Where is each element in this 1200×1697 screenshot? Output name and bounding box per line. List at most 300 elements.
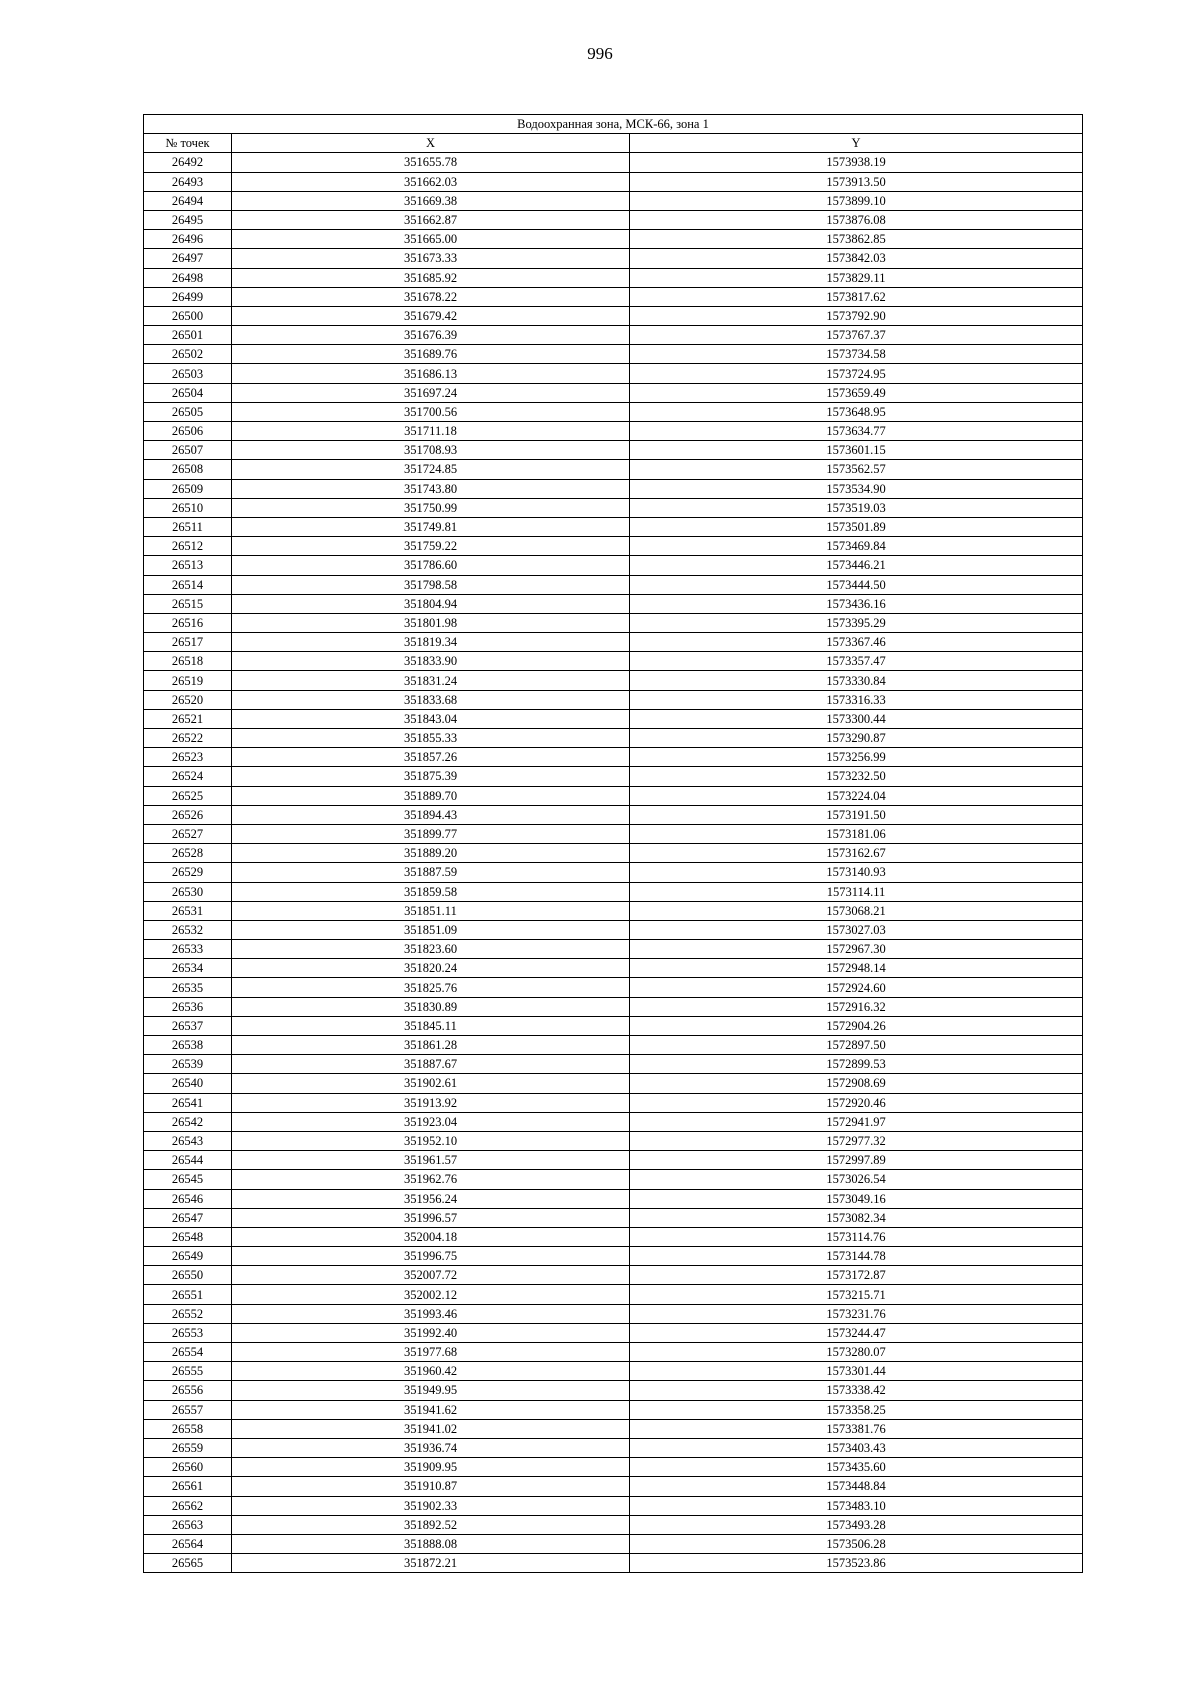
cell-y: 1572977.32 (630, 1131, 1083, 1150)
table-row (144, 210, 1083, 229)
cell-y: 1573899.10 (630, 191, 1083, 210)
cell-y: 1573181.06 (630, 824, 1083, 843)
cell-point-number: 26533 (144, 940, 232, 959)
cell-point-number: 26492 (144, 153, 232, 172)
table-row (144, 1227, 1083, 1246)
cell-y: 1573648.95 (630, 402, 1083, 421)
cell-y: 1572941.97 (630, 1112, 1083, 1131)
cell-point-number: 26562 (144, 1496, 232, 1515)
cell-point-number: 26537 (144, 1016, 232, 1035)
cell-y: 1572899.53 (630, 1055, 1083, 1074)
cell-point-number: 26507 (144, 441, 232, 460)
cell-point-number: 26541 (144, 1093, 232, 1112)
cell-point-number: 26555 (144, 1362, 232, 1381)
cell-point-number: 26523 (144, 748, 232, 767)
cell-point-number: 26518 (144, 652, 232, 671)
cell-point-number: 26516 (144, 613, 232, 632)
cell-point-number: 26559 (144, 1438, 232, 1457)
table-row (144, 1016, 1083, 1035)
cell-y: 1573659.49 (630, 383, 1083, 402)
table-row (144, 1458, 1083, 1477)
cell-y: 1573224.04 (630, 786, 1083, 805)
cell-point-number: 26528 (144, 844, 232, 863)
cell-x: 351902.61 (232, 1074, 630, 1093)
cell-y: 1573290.87 (630, 729, 1083, 748)
cell-point-number: 26505 (144, 402, 232, 421)
cell-y: 1573842.03 (630, 249, 1083, 268)
cell-x: 351678.22 (232, 287, 630, 306)
cell-y: 1572967.30 (630, 940, 1083, 959)
cell-point-number: 26525 (144, 786, 232, 805)
cell-x: 351700.56 (232, 402, 630, 421)
cell-x: 351857.26 (232, 748, 630, 767)
cell-x: 351665.00 (232, 230, 630, 249)
cell-y: 1573027.03 (630, 920, 1083, 939)
cell-y: 1573330.84 (630, 671, 1083, 690)
cell-x: 351686.13 (232, 364, 630, 383)
cell-x: 351708.93 (232, 441, 630, 460)
table-row (144, 613, 1083, 632)
cell-point-number: 26493 (144, 172, 232, 191)
cell-x: 351872.21 (232, 1554, 630, 1573)
table-header-row (144, 134, 1083, 153)
cell-y: 1573162.67 (630, 844, 1083, 863)
cell-point-number: 26543 (144, 1131, 232, 1150)
cell-y: 1573300.44 (630, 709, 1083, 728)
cell-point-number: 26511 (144, 517, 232, 536)
table-row (144, 824, 1083, 843)
cell-y: 1573114.11 (630, 882, 1083, 901)
table-row (144, 1151, 1083, 1170)
cell-point-number: 26500 (144, 306, 232, 325)
cell-point-number: 26536 (144, 997, 232, 1016)
cell-x: 351910.87 (232, 1477, 630, 1496)
cell-x: 351962.76 (232, 1170, 630, 1189)
table-row (144, 191, 1083, 210)
cell-x: 351833.90 (232, 652, 630, 671)
page-number: 996 (587, 44, 613, 63)
cell-x: 351820.24 (232, 959, 630, 978)
cell-point-number: 26548 (144, 1227, 232, 1246)
cell-point-number: 26515 (144, 594, 232, 613)
cell-y: 1573435.60 (630, 1458, 1083, 1477)
table-row (144, 537, 1083, 556)
cell-x: 351711.18 (232, 422, 630, 441)
table-row (144, 498, 1083, 517)
cell-point-number: 26560 (144, 1458, 232, 1477)
cell-point-number: 26542 (144, 1112, 232, 1131)
cell-x: 351750.99 (232, 498, 630, 517)
cell-x: 351894.43 (232, 805, 630, 824)
cell-x: 351851.11 (232, 901, 630, 920)
table-row (144, 230, 1083, 249)
table-row (144, 767, 1083, 786)
cell-point-number: 26558 (144, 1419, 232, 1438)
cell-x: 351830.89 (232, 997, 630, 1016)
cell-point-number: 26513 (144, 556, 232, 575)
cell-point-number: 26561 (144, 1477, 232, 1496)
cell-y: 1573301.44 (630, 1362, 1083, 1381)
cell-x: 352004.18 (232, 1227, 630, 1246)
cell-y: 1573256.99 (630, 748, 1083, 767)
cell-y: 1573493.28 (630, 1515, 1083, 1534)
table-row (144, 729, 1083, 748)
table-row (144, 1055, 1083, 1074)
cell-y: 1572997.89 (630, 1151, 1083, 1170)
cell-y: 1573444.50 (630, 575, 1083, 594)
table-row (144, 287, 1083, 306)
table-body (144, 153, 1083, 1573)
table-row (144, 709, 1083, 728)
cell-x: 351993.46 (232, 1304, 630, 1323)
cell-point-number: 26532 (144, 920, 232, 939)
table-row (144, 172, 1083, 191)
cell-point-number: 26517 (144, 633, 232, 652)
table-row (144, 997, 1083, 1016)
cell-x: 351804.94 (232, 594, 630, 613)
table-row (144, 1112, 1083, 1131)
cell-y: 1573231.76 (630, 1304, 1083, 1323)
cell-x: 351861.28 (232, 1036, 630, 1055)
cell-y: 1573395.29 (630, 613, 1083, 632)
cell-y: 1573244.47 (630, 1323, 1083, 1342)
table-row (144, 268, 1083, 287)
table-row (144, 959, 1083, 978)
cell-x: 351833.68 (232, 690, 630, 709)
cell-x: 351851.09 (232, 920, 630, 939)
cell-y: 1573483.10 (630, 1496, 1083, 1515)
cell-x: 351743.80 (232, 479, 630, 498)
table-row (144, 901, 1083, 920)
cell-y: 1573172.87 (630, 1266, 1083, 1285)
table-row (144, 633, 1083, 652)
cell-point-number: 26552 (144, 1304, 232, 1323)
cell-x: 351949.95 (232, 1381, 630, 1400)
cell-x: 351902.33 (232, 1496, 630, 1515)
cell-y: 1573049.16 (630, 1189, 1083, 1208)
table-row (144, 1189, 1083, 1208)
table-row (144, 786, 1083, 805)
cell-point-number: 26556 (144, 1381, 232, 1400)
cell-x: 351909.95 (232, 1458, 630, 1477)
cell-y: 1573724.95 (630, 364, 1083, 383)
cell-x: 351956.24 (232, 1189, 630, 1208)
cell-x: 351913.92 (232, 1093, 630, 1112)
cell-y: 1573367.46 (630, 633, 1083, 652)
cell-x: 351889.20 (232, 844, 630, 863)
cell-y: 1573140.93 (630, 863, 1083, 882)
cell-y: 1573862.85 (630, 230, 1083, 249)
cell-x: 351759.22 (232, 537, 630, 556)
cell-point-number: 26494 (144, 191, 232, 210)
cell-point-number: 26563 (144, 1515, 232, 1534)
cell-point-number: 26557 (144, 1400, 232, 1419)
cell-y: 1573381.76 (630, 1419, 1083, 1438)
table-row (144, 441, 1083, 460)
cell-y: 1573436.16 (630, 594, 1083, 613)
cell-x: 351941.62 (232, 1400, 630, 1419)
cell-y: 1572897.50 (630, 1036, 1083, 1055)
table-row (144, 517, 1083, 536)
cell-y: 1573601.15 (630, 441, 1083, 460)
cell-x: 351685.92 (232, 268, 630, 287)
cell-y: 1573767.37 (630, 326, 1083, 345)
cell-point-number: 26499 (144, 287, 232, 306)
cell-x: 351845.11 (232, 1016, 630, 1035)
cell-y: 1573523.86 (630, 1554, 1083, 1573)
table-row (144, 1381, 1083, 1400)
table-row (144, 1477, 1083, 1496)
cell-x: 352007.72 (232, 1266, 630, 1285)
cell-x: 351952.10 (232, 1131, 630, 1150)
table-row (144, 1400, 1083, 1419)
cell-point-number: 26539 (144, 1055, 232, 1074)
cell-point-number: 26501 (144, 326, 232, 345)
cell-y: 1573357.47 (630, 652, 1083, 671)
cell-x: 351977.68 (232, 1343, 630, 1362)
cell-x: 351859.58 (232, 882, 630, 901)
cell-point-number: 26544 (144, 1151, 232, 1170)
cell-y: 1573144.78 (630, 1247, 1083, 1266)
cell-x: 351676.39 (232, 326, 630, 345)
table-row (144, 1036, 1083, 1055)
cell-x: 351673.33 (232, 249, 630, 268)
header-x: X (232, 134, 630, 153)
cell-point-number: 26531 (144, 901, 232, 920)
cell-x: 351875.39 (232, 767, 630, 786)
cell-y: 1573519.03 (630, 498, 1083, 517)
cell-point-number: 26514 (144, 575, 232, 594)
cell-y: 1572948.14 (630, 959, 1083, 978)
table-title-row (144, 115, 1083, 134)
cell-point-number: 26506 (144, 422, 232, 441)
table-title: Водоохранная зона, МСК-66, зона 1 (144, 115, 1083, 134)
table-row (144, 1534, 1083, 1553)
cell-x: 351889.70 (232, 786, 630, 805)
table-row (144, 1093, 1083, 1112)
cell-x: 351831.24 (232, 671, 630, 690)
table-row (144, 383, 1083, 402)
table-row (144, 556, 1083, 575)
cell-x: 351819.34 (232, 633, 630, 652)
table-row (144, 671, 1083, 690)
table-row (144, 978, 1083, 997)
cell-y: 1573068.21 (630, 901, 1083, 920)
table-row (144, 1285, 1083, 1304)
cell-y: 1573469.84 (630, 537, 1083, 556)
cell-y: 1573792.90 (630, 306, 1083, 325)
cell-x: 351992.40 (232, 1323, 630, 1342)
cell-x: 351798.58 (232, 575, 630, 594)
table-row (144, 748, 1083, 767)
cell-x: 351887.67 (232, 1055, 630, 1074)
table-row (144, 863, 1083, 882)
cell-y: 1573114.76 (630, 1227, 1083, 1246)
cell-point-number: 26522 (144, 729, 232, 748)
cell-x: 351899.77 (232, 824, 630, 843)
cell-x: 351823.60 (232, 940, 630, 959)
cell-x: 351749.81 (232, 517, 630, 536)
cell-y: 1573403.43 (630, 1438, 1083, 1457)
cell-y: 1573938.19 (630, 153, 1083, 172)
cell-x: 351669.38 (232, 191, 630, 210)
cell-x: 351996.57 (232, 1208, 630, 1227)
cell-y: 1572924.60 (630, 978, 1083, 997)
cell-point-number: 26510 (144, 498, 232, 517)
cell-point-number: 26530 (144, 882, 232, 901)
cell-y: 1573829.11 (630, 268, 1083, 287)
cell-x: 351662.03 (232, 172, 630, 191)
cell-y: 1573913.50 (630, 172, 1083, 191)
table-row (144, 940, 1083, 959)
table-row (144, 1131, 1083, 1150)
cell-point-number: 26564 (144, 1534, 232, 1553)
cell-point-number: 26554 (144, 1343, 232, 1362)
table-row (144, 306, 1083, 325)
table-row (144, 1208, 1083, 1227)
coordinates-table (143, 114, 1083, 1573)
cell-point-number: 26503 (144, 364, 232, 383)
cell-x: 351887.59 (232, 863, 630, 882)
cell-point-number: 26512 (144, 537, 232, 556)
cell-y: 1572908.69 (630, 1074, 1083, 1093)
cell-point-number: 26535 (144, 978, 232, 997)
cell-point-number: 26496 (144, 230, 232, 249)
cell-point-number: 26546 (144, 1189, 232, 1208)
cell-y: 1573734.58 (630, 345, 1083, 364)
table-row (144, 1419, 1083, 1438)
cell-point-number: 26509 (144, 479, 232, 498)
cell-point-number: 26540 (144, 1074, 232, 1093)
cell-point-number: 26547 (144, 1208, 232, 1227)
table-row (144, 594, 1083, 613)
cell-y: 1573562.57 (630, 460, 1083, 479)
cell-point-number: 26508 (144, 460, 232, 479)
cell-y: 1573534.90 (630, 479, 1083, 498)
cell-point-number: 26519 (144, 671, 232, 690)
table-row (144, 479, 1083, 498)
table-row (144, 1438, 1083, 1457)
cell-x: 351996.75 (232, 1247, 630, 1266)
table-row (144, 652, 1083, 671)
table-row (144, 920, 1083, 939)
table-row (144, 1323, 1083, 1342)
cell-y: 1573280.07 (630, 1343, 1083, 1362)
cell-y: 1573448.84 (630, 1477, 1083, 1496)
cell-point-number: 26497 (144, 249, 232, 268)
cell-x: 351936.74 (232, 1438, 630, 1457)
cell-point-number: 26534 (144, 959, 232, 978)
cell-point-number: 26495 (144, 210, 232, 229)
cell-point-number: 26565 (144, 1554, 232, 1573)
cell-x: 351961.57 (232, 1151, 630, 1170)
cell-x: 351724.85 (232, 460, 630, 479)
cell-x: 351888.08 (232, 1534, 630, 1553)
header-point-number: № точек (144, 134, 232, 153)
cell-y: 1573191.50 (630, 805, 1083, 824)
cell-point-number: 26520 (144, 690, 232, 709)
table-row (144, 1343, 1083, 1362)
cell-x: 351662.87 (232, 210, 630, 229)
cell-x: 351941.02 (232, 1419, 630, 1438)
table-row (144, 364, 1083, 383)
cell-point-number: 26498 (144, 268, 232, 287)
cell-point-number: 26524 (144, 767, 232, 786)
cell-y: 1573506.28 (630, 1534, 1083, 1553)
cell-x: 351801.98 (232, 613, 630, 632)
cell-x: 351825.76 (232, 978, 630, 997)
table-row (144, 805, 1083, 824)
cell-x: 351843.04 (232, 709, 630, 728)
table-row (144, 882, 1083, 901)
cell-y: 1573634.77 (630, 422, 1083, 441)
cell-x: 351679.42 (232, 306, 630, 325)
table-row (144, 402, 1083, 421)
table-row (144, 326, 1083, 345)
table-row (144, 249, 1083, 268)
table-row (144, 1496, 1083, 1515)
cell-point-number: 26553 (144, 1323, 232, 1342)
table-row (144, 1266, 1083, 1285)
cell-y: 1572916.32 (630, 997, 1083, 1016)
cell-point-number: 26502 (144, 345, 232, 364)
cell-point-number: 26545 (144, 1170, 232, 1189)
table-row (144, 1247, 1083, 1266)
cell-y: 1573215.71 (630, 1285, 1083, 1304)
cell-point-number: 26504 (144, 383, 232, 402)
cell-y: 1572920.46 (630, 1093, 1083, 1112)
cell-point-number: 26526 (144, 805, 232, 824)
cell-y: 1573232.50 (630, 767, 1083, 786)
cell-y: 1573082.34 (630, 1208, 1083, 1227)
cell-point-number: 26550 (144, 1266, 232, 1285)
cell-x: 352002.12 (232, 1285, 630, 1304)
cell-x: 351855.33 (232, 729, 630, 748)
cell-x: 351689.76 (232, 345, 630, 364)
table-row (144, 1170, 1083, 1189)
cell-y: 1573876.08 (630, 210, 1083, 229)
cell-y: 1573026.54 (630, 1170, 1083, 1189)
cell-y: 1573316.33 (630, 690, 1083, 709)
cell-point-number: 26538 (144, 1036, 232, 1055)
cell-x: 351655.78 (232, 153, 630, 172)
table-row (144, 345, 1083, 364)
cell-point-number: 26551 (144, 1285, 232, 1304)
cell-y: 1573501.89 (630, 517, 1083, 536)
table-row (144, 690, 1083, 709)
cell-point-number: 26529 (144, 863, 232, 882)
cell-x: 351697.24 (232, 383, 630, 402)
cell-x: 351960.42 (232, 1362, 630, 1381)
cell-point-number: 26549 (144, 1247, 232, 1266)
cell-x: 351786.60 (232, 556, 630, 575)
cell-x: 351923.04 (232, 1112, 630, 1131)
cell-x: 351892.52 (232, 1515, 630, 1534)
table-row (144, 1515, 1083, 1534)
cell-point-number: 26521 (144, 709, 232, 728)
cell-y: 1572904.26 (630, 1016, 1083, 1035)
table-row (144, 1304, 1083, 1323)
cell-y: 1573338.42 (630, 1381, 1083, 1400)
table-row (144, 153, 1083, 172)
table-row (144, 1362, 1083, 1381)
cell-y: 1573358.25 (630, 1400, 1083, 1419)
table-row (144, 844, 1083, 863)
header-y: Y (630, 134, 1083, 153)
table-row (144, 575, 1083, 594)
cell-y: 1573817.62 (630, 287, 1083, 306)
cell-y: 1573446.21 (630, 556, 1083, 575)
